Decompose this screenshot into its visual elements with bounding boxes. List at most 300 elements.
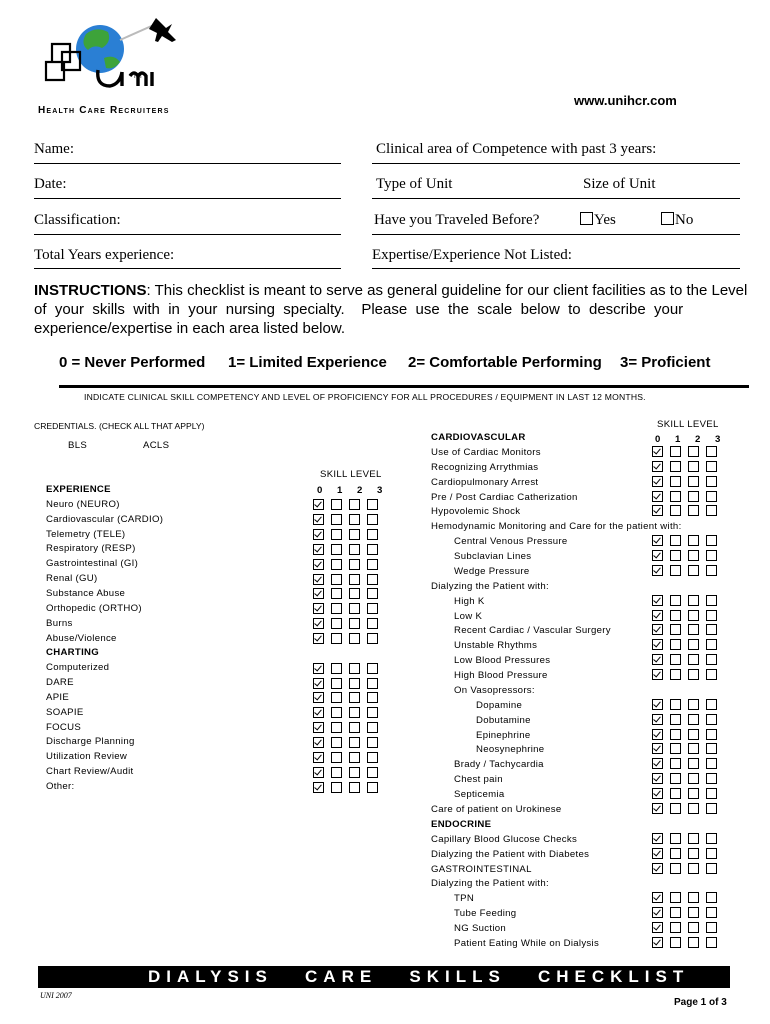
- level-2-checkbox[interactable]: [349, 678, 360, 689]
- skill-level-checkboxes: [652, 833, 717, 844]
- level-1-checkbox[interactable]: [670, 788, 681, 799]
- skill-level-checkboxes: [652, 714, 717, 725]
- skill-row-label: Dopamine: [476, 699, 523, 711]
- level-0-checkbox[interactable]: [652, 803, 663, 814]
- level-1-checkbox[interactable]: [331, 529, 342, 540]
- level-0-checkbox[interactable]: [313, 633, 324, 644]
- skill-level-checkboxes: [313, 603, 378, 614]
- level-0-checkbox[interactable]: [652, 714, 663, 725]
- skill-level-checkboxes: [652, 699, 717, 710]
- level-3-checkbox[interactable]: [706, 669, 717, 680]
- level-3-checkbox[interactable]: [706, 699, 717, 710]
- level-2-checkbox[interactable]: [688, 446, 699, 457]
- level-0-checkbox[interactable]: [313, 678, 324, 689]
- level-0-checkbox[interactable]: [313, 529, 324, 540]
- level-0-checkbox[interactable]: [313, 707, 324, 718]
- level-3-checkbox[interactable]: [706, 907, 717, 918]
- skill-level-checkboxes: [652, 773, 717, 784]
- level-0-checkbox[interactable]: [313, 603, 324, 614]
- level-3-checkbox[interactable]: [367, 678, 378, 689]
- level-1-checkbox[interactable]: [670, 654, 681, 665]
- skill-row-label: Abuse/Violence: [46, 632, 117, 644]
- skill-level-checkboxes: [652, 654, 717, 665]
- level-1-checkbox[interactable]: [331, 499, 342, 510]
- skill-level-checkboxes: [313, 752, 378, 763]
- level-1-checkbox[interactable]: [670, 937, 681, 948]
- level-3-checkbox[interactable]: [706, 892, 717, 903]
- level-1-checkbox[interactable]: [331, 752, 342, 763]
- level-2-checkbox[interactable]: [688, 654, 699, 665]
- date-label: Date:: [34, 176, 67, 192]
- level-0-checkbox[interactable]: [313, 782, 324, 793]
- skill-level-checkboxes: [313, 678, 378, 689]
- total-years-label: Total Years experience:: [34, 247, 175, 263]
- level-2-checkbox[interactable]: [688, 491, 699, 502]
- level-2-checkbox[interactable]: [688, 833, 699, 844]
- level-2-checkbox[interactable]: [349, 618, 360, 629]
- skill-row-label: Respiratory (RESP): [46, 543, 136, 555]
- level-3-checkbox[interactable]: [367, 514, 378, 525]
- skill-level-checkboxes: [652, 803, 717, 814]
- page-number: Page 1 of 3: [674, 997, 727, 1008]
- skill-level-checkboxes: [313, 707, 378, 718]
- level-0-checkbox[interactable]: [652, 699, 663, 710]
- skill-level-checkboxes: [313, 782, 378, 793]
- left-skill-level-label: SKILL LEVEL: [320, 469, 382, 480]
- level-1-checkbox[interactable]: [670, 550, 681, 561]
- level-1-checkbox[interactable]: [331, 588, 342, 599]
- level-2-checkbox[interactable]: [349, 633, 360, 644]
- level-3-checkbox[interactable]: [367, 752, 378, 763]
- skill-row-label: On Vasopressors:: [454, 684, 535, 696]
- level-2-checkbox[interactable]: [349, 499, 360, 510]
- date-line[interactable]: [34, 198, 341, 199]
- level-1-checkbox[interactable]: [331, 707, 342, 718]
- level-3-checkbox[interactable]: [706, 743, 717, 754]
- level-1-checkbox[interactable]: [670, 595, 681, 606]
- skill-row-label: Utilization Review: [46, 751, 128, 763]
- level-0-checkbox[interactable]: [652, 654, 663, 665]
- level-3-checkbox[interactable]: [367, 633, 378, 644]
- skill-row-label: CARDIOVASCULAR: [431, 432, 526, 443]
- skill-level-checkboxes: [313, 499, 378, 510]
- level-2-checkbox[interactable]: [688, 729, 699, 740]
- level-3-checkbox[interactable]: [367, 663, 378, 674]
- skill-level-checkboxes: [652, 669, 717, 680]
- logo-mark-text: [38, 14, 40, 15]
- level-0-checkbox[interactable]: [652, 743, 663, 754]
- level-0-checkbox[interactable]: [652, 863, 663, 874]
- level-1-checkbox[interactable]: [670, 624, 681, 635]
- level-3-checkbox[interactable]: [706, 446, 717, 457]
- level-2-checkbox[interactable]: [688, 699, 699, 710]
- level-2-checkbox[interactable]: [688, 535, 699, 546]
- level-1-checkbox[interactable]: [670, 535, 681, 546]
- level-1-checkbox[interactable]: [331, 678, 342, 689]
- level-3-checkbox[interactable]: [706, 729, 717, 740]
- level-0-checkbox[interactable]: [652, 729, 663, 740]
- logo-subtitle: Health Care Recruiters: [38, 105, 170, 116]
- level-2-checkbox[interactable]: [349, 514, 360, 525]
- level-1-checkbox[interactable]: [331, 767, 342, 778]
- level-2-checkbox[interactable]: [688, 743, 699, 754]
- level-3-checkbox[interactable]: [367, 499, 378, 510]
- level-2-checkbox[interactable]: [688, 803, 699, 814]
- level-2-checkbox[interactable]: [688, 550, 699, 561]
- level-2-checkbox[interactable]: [688, 476, 699, 487]
- clinical-area-line[interactable]: [372, 163, 740, 164]
- level-0-checkbox[interactable]: [313, 663, 324, 674]
- level-1-checkbox[interactable]: [331, 559, 342, 570]
- skill-row-label: Hypovolemic Shock: [431, 506, 521, 518]
- level-0-checkbox[interactable]: [652, 922, 663, 933]
- indicate-text: INDICATE CLINICAL SKILL COMPETENCY AND LEVEL OF PROFICIENCY FOR ALL PROCEDURES / EQUIPMENT IN LAST 12 MONTHS.: [84, 392, 646, 402]
- level-3-checkbox[interactable]: [367, 707, 378, 718]
- level-3-checkbox[interactable]: [706, 610, 717, 621]
- skill-level-checkboxes: [652, 535, 717, 546]
- level-3-checkbox[interactable]: [706, 833, 717, 844]
- level-2-checkbox[interactable]: [688, 907, 699, 918]
- level-1-checkbox[interactable]: [331, 574, 342, 585]
- level-2-checkbox[interactable]: [688, 624, 699, 635]
- skill-level-checkboxes: [313, 514, 378, 525]
- level-1-checkbox[interactable]: [670, 892, 681, 903]
- skill-row-label: DARE: [46, 677, 74, 689]
- level-0-checkbox[interactable]: [652, 833, 663, 844]
- skill-row-label: Low K: [454, 610, 483, 622]
- level-0-checkbox[interactable]: [313, 737, 324, 748]
- section-heading: EXPERIENCE: [46, 484, 111, 495]
- level-2-checkbox[interactable]: [349, 752, 360, 763]
- level-0-checkbox[interactable]: [652, 610, 663, 621]
- scale-2: 2= Comfortable Performing: [408, 354, 602, 371]
- banner-text: DIALYSIS CARE SKILLS CHECKLIST: [148, 967, 690, 986]
- skill-row-label: Unstable Rhythms: [454, 640, 538, 652]
- level-0: 0: [655, 434, 661, 445]
- level-1-checkbox[interactable]: [670, 773, 681, 784]
- skill-row-label: Cardiopulmonary Arrest: [431, 476, 539, 488]
- level-0-checkbox[interactable]: [652, 565, 663, 576]
- level-1-checkbox[interactable]: [670, 729, 681, 740]
- level-1-checkbox[interactable]: [331, 722, 342, 733]
- level-2-checkbox[interactable]: [349, 529, 360, 540]
- instructions-line1: : This checklist is meant to serve as general guideline for our client facilities as to the Level: [146, 282, 748, 299]
- level-3-checkbox[interactable]: [367, 529, 378, 540]
- skill-level-checkboxes: [313, 767, 378, 778]
- skill-row-label: SOAPIE: [46, 706, 84, 718]
- level-0-checkbox[interactable]: [652, 758, 663, 769]
- skill-level-checkboxes: [652, 729, 717, 740]
- level-1-checkbox[interactable]: [670, 476, 681, 487]
- level-3-checkbox[interactable]: [706, 505, 717, 516]
- level-3: 3: [715, 434, 721, 445]
- level-1-checkbox[interactable]: [670, 714, 681, 725]
- skill-row-label: Discharge Planning: [46, 736, 135, 748]
- skill-row-label: Orthopedic (ORTHO): [46, 602, 142, 614]
- credential-bls[interactable]: BLS: [68, 440, 88, 451]
- level-2-checkbox[interactable]: [688, 461, 699, 472]
- level-3-checkbox[interactable]: [706, 476, 717, 487]
- level-3-checkbox[interactable]: [706, 491, 717, 502]
- level-0-checkbox[interactable]: [652, 461, 663, 472]
- level-1-checkbox[interactable]: [670, 610, 681, 621]
- right-skill-level-label: SKILL LEVEL: [657, 419, 719, 430]
- level-1-checkbox[interactable]: [670, 803, 681, 814]
- skill-level-checkboxes: [652, 743, 717, 754]
- level-2-checkbox[interactable]: [688, 758, 699, 769]
- skill-level-checkboxes: [652, 907, 717, 918]
- traveled-line: [372, 234, 740, 235]
- level-2-checkbox[interactable]: [349, 574, 360, 585]
- level-2-checkbox[interactable]: [349, 692, 360, 703]
- level-0-checkbox[interactable]: [313, 692, 324, 703]
- level-0-checkbox[interactable]: [652, 476, 663, 487]
- level-3-checkbox[interactable]: [367, 603, 378, 614]
- scale-0: 0 = Never Performed: [59, 354, 206, 371]
- level-3-checkbox[interactable]: [367, 574, 378, 585]
- instructions: [34, 281, 764, 338]
- level-0-checkbox[interactable]: [652, 773, 663, 784]
- level-1-checkbox[interactable]: [670, 848, 681, 859]
- level-3-checkbox[interactable]: [367, 692, 378, 703]
- level-3-checkbox[interactable]: [706, 788, 717, 799]
- scale-divider: [59, 385, 749, 388]
- level-1-checkbox[interactable]: [670, 565, 681, 576]
- level-0-checkbox[interactable]: [652, 505, 663, 516]
- level-2-checkbox[interactable]: [688, 788, 699, 799]
- level-3-checkbox[interactable]: [706, 758, 717, 769]
- level-1-checkbox[interactable]: [670, 505, 681, 516]
- level-3-checkbox[interactable]: [706, 639, 717, 650]
- traveled-yes[interactable]: [580, 212, 616, 229]
- level-1-checkbox[interactable]: [670, 758, 681, 769]
- level-0-checkbox[interactable]: [652, 550, 663, 561]
- level-0: 0: [317, 485, 323, 496]
- level-0-checkbox[interactable]: [652, 788, 663, 799]
- skill-level-checkboxes: [313, 663, 378, 674]
- level-3-checkbox[interactable]: [367, 559, 378, 570]
- level-2-checkbox[interactable]: [349, 782, 360, 793]
- skill-row-label: High Blood Pressure: [454, 670, 548, 682]
- level-3-checkbox[interactable]: [706, 595, 717, 606]
- level-0-checkbox[interactable]: [652, 491, 663, 502]
- logo: [38, 14, 188, 124]
- yes-checkbox[interactable]: [580, 212, 593, 225]
- website[interactable]: www.unihcr.com: [574, 93, 677, 108]
- level-0-checkbox[interactable]: [652, 669, 663, 680]
- skill-row-label: High K: [454, 595, 485, 607]
- level-3-checkbox[interactable]: [367, 618, 378, 629]
- section-heading: CHARTING: [46, 647, 100, 659]
- level-2: 2: [357, 485, 363, 496]
- skill-row-label: Tube Feeding: [454, 908, 517, 920]
- level-3-checkbox[interactable]: [706, 565, 717, 576]
- level-2-checkbox[interactable]: [688, 505, 699, 516]
- level-0-checkbox[interactable]: [313, 544, 324, 555]
- level-3-checkbox[interactable]: [367, 722, 378, 733]
- expertise-label: Expertise/Experience Not Listed:: [372, 247, 572, 263]
- skill-level-checkboxes: [652, 505, 717, 516]
- level-1-checkbox[interactable]: [670, 922, 681, 933]
- level-0-checkbox[interactable]: [652, 639, 663, 650]
- level-3-checkbox[interactable]: [367, 782, 378, 793]
- level-3-checkbox[interactable]: [706, 773, 717, 784]
- level-1-checkbox[interactable]: [331, 692, 342, 703]
- level-2-checkbox[interactable]: [349, 544, 360, 555]
- level-0-checkbox[interactable]: [313, 618, 324, 629]
- level-0-checkbox[interactable]: [313, 499, 324, 510]
- level-3-checkbox[interactable]: [367, 544, 378, 555]
- classification-line[interactable]: [34, 234, 341, 235]
- skill-level-checkboxes: [313, 722, 378, 733]
- level-3-checkbox[interactable]: [706, 937, 717, 948]
- level-3: 3: [377, 485, 383, 496]
- credential-acls[interactable]: ACLS: [143, 440, 170, 451]
- level-1-checkbox[interactable]: [331, 618, 342, 629]
- level-1-checkbox[interactable]: [331, 782, 342, 793]
- size-of-unit-label: Size of Unit: [583, 176, 656, 192]
- expertise-line[interactable]: [372, 268, 740, 269]
- level-3-checkbox[interactable]: [706, 624, 717, 635]
- level-0-checkbox[interactable]: [652, 907, 663, 918]
- level-3-checkbox[interactable]: [706, 535, 717, 546]
- skill-level-checkboxes: [652, 892, 717, 903]
- level-1-checkbox[interactable]: [670, 743, 681, 754]
- level-2-checkbox[interactable]: [688, 937, 699, 948]
- skill-row-label: FOCUS: [46, 721, 82, 733]
- instructions-line3: experience/expertise in each area listed below.: [34, 320, 346, 337]
- level-2-checkbox[interactable]: [688, 892, 699, 903]
- level-0-checkbox[interactable]: [313, 514, 324, 525]
- level-1: 1: [675, 434, 681, 445]
- level-2-checkbox[interactable]: [688, 565, 699, 576]
- level-3-checkbox[interactable]: [706, 803, 717, 814]
- level-1-checkbox[interactable]: [670, 491, 681, 502]
- skill-level-checkboxes: [652, 788, 717, 799]
- no-checkbox[interactable]: [661, 212, 674, 225]
- skill-level-checkboxes: [313, 633, 378, 644]
- level-1-checkbox[interactable]: [670, 833, 681, 844]
- level-2-checkbox[interactable]: [688, 595, 699, 606]
- level-1-checkbox[interactable]: [331, 544, 342, 555]
- level-3-checkbox[interactable]: [706, 461, 717, 472]
- level-2-checkbox[interactable]: [688, 773, 699, 784]
- level-2-checkbox[interactable]: [688, 922, 699, 933]
- level-0-checkbox[interactable]: [313, 574, 324, 585]
- total-years-line[interactable]: [34, 268, 341, 269]
- level-2-checkbox[interactable]: [349, 559, 360, 570]
- skill-level-checkboxes: [652, 848, 717, 859]
- level-1-checkbox[interactable]: [331, 663, 342, 674]
- level-0-checkbox[interactable]: [652, 848, 663, 859]
- level-1-checkbox[interactable]: [670, 907, 681, 918]
- type-of-unit-label: Type of Unit: [376, 176, 453, 192]
- level-1-checkbox[interactable]: [670, 446, 681, 457]
- skill-row-label: Dialyzing the Patient with:: [431, 878, 549, 890]
- skill-row-label: Septicemia: [454, 789, 505, 801]
- level-1-checkbox[interactable]: [331, 633, 342, 644]
- level-2-checkbox[interactable]: [688, 610, 699, 621]
- skill-level-checkboxes: [652, 624, 717, 635]
- level-1: 1: [337, 485, 343, 496]
- level-2-checkbox[interactable]: [349, 707, 360, 718]
- skill-level-checkboxes: [313, 588, 378, 599]
- skill-level-checkboxes: [652, 937, 717, 948]
- level-2-checkbox[interactable]: [349, 722, 360, 733]
- skill-row-label: Central Venous Pressure: [454, 536, 568, 548]
- level-2-checkbox[interactable]: [688, 863, 699, 874]
- level-1-checkbox[interactable]: [331, 514, 342, 525]
- skill-level-checkboxes: [652, 922, 717, 933]
- unit-line[interactable]: [372, 198, 740, 199]
- skill-row-label: Dobutamine: [476, 714, 531, 726]
- skill-level-checkboxes: [652, 639, 717, 650]
- skill-row-label: Gastrointestinal (GI): [46, 558, 139, 570]
- level-2-checkbox[interactable]: [349, 767, 360, 778]
- level-3-checkbox[interactable]: [367, 767, 378, 778]
- level-0-checkbox[interactable]: [652, 937, 663, 948]
- level-0-checkbox[interactable]: [313, 588, 324, 599]
- level-1-checkbox[interactable]: [670, 699, 681, 710]
- level-0-checkbox[interactable]: [313, 559, 324, 570]
- skill-level-checkboxes: [652, 758, 717, 769]
- level-2-checkbox[interactable]: [688, 669, 699, 680]
- level-2-checkbox[interactable]: [349, 588, 360, 599]
- level-3-checkbox[interactable]: [706, 863, 717, 874]
- level-1-checkbox[interactable]: [670, 461, 681, 472]
- level-1-checkbox[interactable]: [331, 737, 342, 748]
- skill-row-label: Dialyzing the Patient with:: [431, 580, 549, 592]
- level-0-checkbox[interactable]: [652, 892, 663, 903]
- level-1-checkbox[interactable]: [670, 669, 681, 680]
- level-3-checkbox[interactable]: [367, 588, 378, 599]
- traveled-no[interactable]: [661, 212, 693, 229]
- level-0-checkbox[interactable]: [313, 722, 324, 733]
- level-3-checkbox[interactable]: [706, 848, 717, 859]
- skill-level-checkboxes: [652, 446, 717, 457]
- name-line[interactable]: [34, 163, 341, 164]
- skill-row-label: Chest pain: [454, 774, 503, 786]
- classification-label: Classification:: [34, 212, 121, 228]
- level-2-checkbox[interactable]: [688, 639, 699, 650]
- level-1-checkbox[interactable]: [331, 603, 342, 614]
- level-2-checkbox[interactable]: [688, 714, 699, 725]
- level-0-checkbox[interactable]: [652, 446, 663, 457]
- instructions-label: INSTRUCTIONS: [34, 282, 147, 299]
- skill-level-checkboxes: [313, 559, 378, 570]
- level-2-checkbox[interactable]: [349, 603, 360, 614]
- level-0-checkbox[interactable]: [313, 752, 324, 763]
- level-1-checkbox[interactable]: [670, 639, 681, 650]
- level-0-checkbox[interactable]: [313, 767, 324, 778]
- level-3-checkbox[interactable]: [367, 737, 378, 748]
- skill-row-label: ENDOCRINE: [431, 818, 492, 830]
- level-0-checkbox[interactable]: [652, 535, 663, 546]
- level-3-checkbox[interactable]: [706, 714, 717, 725]
- skill-level-checkboxes: [652, 610, 717, 621]
- level-1-checkbox[interactable]: [670, 863, 681, 874]
- level-0-checkbox[interactable]: [652, 595, 663, 606]
- level-2-checkbox[interactable]: [349, 737, 360, 748]
- level-2-checkbox[interactable]: [688, 848, 699, 859]
- level-0-checkbox[interactable]: [652, 624, 663, 635]
- skill-row-label: Telemetry (TELE): [46, 528, 126, 540]
- skill-row-label: GASTROINTESTINAL: [431, 863, 532, 875]
- level-3-checkbox[interactable]: [706, 654, 717, 665]
- level-3-checkbox[interactable]: [706, 550, 717, 561]
- level-3-checkbox[interactable]: [706, 922, 717, 933]
- level-2-checkbox[interactable]: [349, 663, 360, 674]
